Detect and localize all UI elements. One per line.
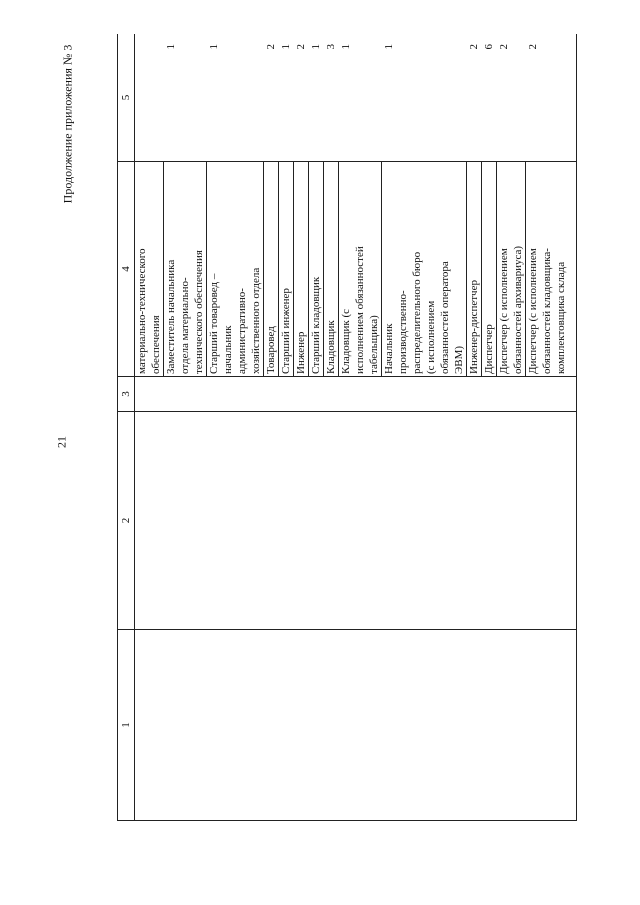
- position-item: Товаровед: [264, 162, 279, 376]
- cell-quantities: [135, 34, 577, 162]
- table-header-row: [118, 34, 135, 821]
- position-item: Диспетчер (с исполнением обязанностей архивариуса): [497, 162, 526, 376]
- position-item: Диспетчер (с исполнением обязанностей кладовщика- комплектовщика склада: [527, 248, 567, 374]
- position-item: Кладовщик (с исполнением обязанностей табельщика): [339, 162, 382, 376]
- quantity-item: 1: [208, 44, 220, 50]
- column-header-4: 4: [118, 162, 135, 377]
- position-list: [135, 162, 568, 376]
- quantity-item: [135, 34, 164, 161]
- cell-col-3: [135, 377, 577, 412]
- position-item: Кладовщик: [324, 162, 339, 376]
- quantity-item: 2: [295, 44, 307, 50]
- column-header-5: 5: [118, 34, 135, 162]
- page-number: 21: [54, 436, 69, 448]
- position-item: Заместитель начальника отдела материально- технического обеспечения: [164, 162, 207, 376]
- column-header-1: 1: [118, 630, 135, 821]
- position-item: материально-технического обеспечения: [135, 162, 164, 376]
- column-header-3: 3: [118, 377, 135, 412]
- column-header-2: 2: [118, 412, 135, 630]
- quantity-item: 1: [165, 44, 177, 50]
- quantity-item: 6: [483, 44, 495, 50]
- position-item: Старший товаровед – начальник административно- хозяйственного отдела: [207, 162, 264, 376]
- quantity-list: [135, 34, 568, 161]
- cell-positions: [135, 162, 577, 377]
- staff-table-container: [117, 34, 577, 821]
- quantity-item: 3: [325, 44, 337, 50]
- position-item: Начальник производственно- распределительного бюро (с исполнением обязанностей оператора ЭВМ): [382, 162, 467, 376]
- cell-col-1: [135, 630, 577, 821]
- quantity-item: 2: [468, 44, 480, 50]
- quantity-item: 1: [310, 44, 322, 50]
- position-item: Инженер-диспетчер: [467, 162, 482, 376]
- quantity-item: 2: [527, 44, 539, 50]
- cell-col-2: [135, 412, 577, 630]
- page-heading: Продолжение приложения № 3: [60, 44, 75, 204]
- quantity-item: 2: [265, 44, 277, 50]
- position-item: Диспетчер: [482, 162, 497, 376]
- position-item: Инженер: [294, 162, 309, 376]
- position-item: Старший инженер: [279, 162, 294, 376]
- quantity-item: 1: [383, 44, 395, 50]
- quantity-item: 1: [340, 44, 352, 50]
- quantity-item: 1: [280, 44, 292, 50]
- position-item: Старший кладовщик: [309, 162, 324, 376]
- quantity-item: 2: [498, 44, 510, 50]
- table-row: [135, 34, 577, 821]
- staff-table: [117, 34, 577, 821]
